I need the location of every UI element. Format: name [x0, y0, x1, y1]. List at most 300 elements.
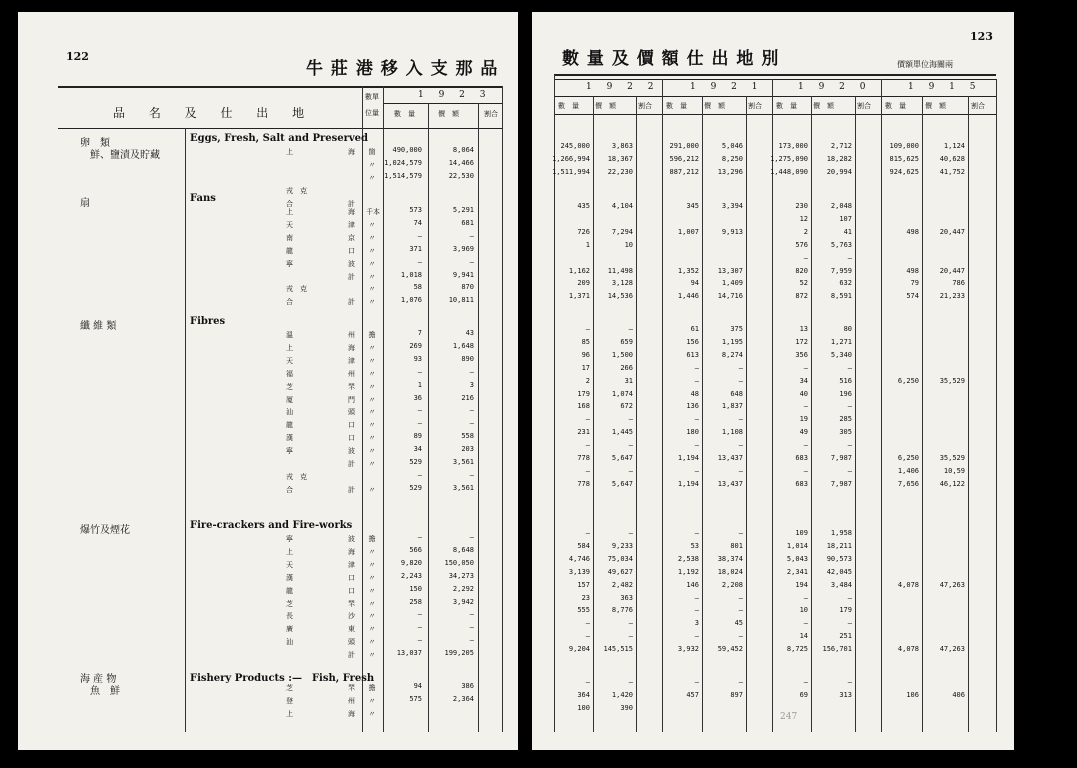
unit-label: 〃: [368, 434, 376, 443]
origin-suffix: 州: [348, 369, 355, 378]
category-label: 卵 類: [80, 138, 110, 149]
cell-quantity: —: [417, 636, 422, 645]
cell-value: 3,128: [611, 279, 633, 288]
origin-label: 南: [286, 233, 293, 242]
cell-value: 107: [839, 214, 852, 223]
sub-header-value-1: 價 額: [704, 102, 725, 110]
cell-quantity: —: [803, 363, 808, 372]
origin-suffix: 東: [348, 625, 355, 634]
cell-quantity: —: [417, 406, 422, 415]
unit-label: 〃: [368, 298, 376, 307]
cell-value: —: [847, 363, 852, 372]
cell-quantity: 106: [906, 690, 919, 699]
cell-value: 648: [730, 389, 743, 398]
cell-value: 179: [839, 606, 852, 615]
english-category: Fire-crackers and Fire-works: [190, 520, 353, 531]
cell-quantity: 576: [795, 240, 808, 249]
cell-value: 20,447: [939, 266, 965, 275]
year-header-1920: 1 9 2 0: [798, 82, 872, 92]
cell-quantity: 7: [417, 329, 422, 337]
cell-value: 18,367: [607, 154, 633, 163]
unit-label: 〃: [368, 625, 376, 634]
cell-value: 1,420: [611, 690, 633, 699]
cell-quantity: 52: [799, 279, 808, 288]
sub-header-value: 價 額: [438, 110, 459, 118]
cell-value: 35,529: [939, 376, 965, 385]
origin-suffix: 波: [348, 447, 355, 456]
cell-value: —: [469, 231, 474, 240]
cell-quantity: —: [585, 415, 590, 424]
unit-label: 〃: [368, 485, 376, 494]
cell-quantity: —: [694, 363, 699, 372]
origin-label: 上: [286, 208, 293, 216]
cell-value: 3,484: [830, 580, 852, 589]
cell-value: 35,529: [939, 454, 965, 462]
origin-suffix: 口: [348, 421, 355, 430]
cell-quantity: 5,043: [786, 554, 808, 563]
cell-quantity: 2: [803, 227, 808, 236]
cell-value: 2,482: [611, 580, 633, 589]
cell-value: 4,104: [611, 202, 633, 210]
category-label: 纖 維 類: [80, 321, 117, 332]
cell-value: 75,034: [607, 554, 633, 563]
cell-value: 13,296: [717, 167, 743, 176]
cell-quantity: —: [694, 441, 699, 450]
cell-value: 8,274: [721, 350, 743, 359]
page-number-right: 123: [970, 30, 993, 43]
origin-label: 寧: [286, 535, 293, 543]
cell-quantity: 179: [577, 389, 590, 398]
cell-value: 31: [624, 376, 633, 385]
page-title-right: 數 量 及 價 額 仕 出 地 別: [562, 49, 780, 69]
cell-value: 659: [620, 337, 633, 346]
cell-value: 375: [730, 325, 743, 333]
cell-quantity: 13,037: [396, 649, 422, 658]
cell-value: —: [469, 470, 474, 479]
year-header-1915: 1 9 1 5: [908, 82, 982, 92]
cell-quantity: 36: [413, 393, 422, 402]
cell-quantity: 12: [799, 214, 808, 223]
cell-quantity: 194: [795, 580, 808, 589]
cell-value: —: [738, 376, 743, 385]
cell-quantity: 150: [409, 584, 422, 593]
cell-value: 1,409: [721, 279, 743, 288]
cell-value: 22,530: [448, 171, 474, 180]
cell-quantity: 1,194: [677, 479, 699, 488]
cell-quantity: 136: [686, 402, 699, 411]
sub-header-ratio-2: 割合: [857, 102, 871, 110]
sub-header-value-2: 價 額: [813, 102, 834, 110]
sub-header-ratio-1: 割合: [748, 102, 762, 110]
right-page: [532, 12, 1014, 750]
english-category: Eggs, Fresh, Salt and Preserved: [190, 133, 369, 144]
cell-quantity: 1,448,090: [770, 167, 808, 176]
cell-quantity: 58: [413, 283, 422, 292]
cell-value: —: [738, 441, 743, 450]
cell-value: 2,208: [721, 580, 743, 589]
cell-value: 80: [843, 325, 852, 333]
cell-quantity: 566: [409, 545, 422, 554]
cell-value: 516: [839, 376, 852, 385]
cell-value: —: [738, 529, 743, 537]
cell-quantity: 3,139: [568, 567, 590, 576]
cell-quantity: —: [803, 619, 808, 628]
cell-value: —: [628, 529, 633, 537]
origin-label: 漢: [286, 573, 293, 582]
cell-quantity: 683: [795, 454, 808, 462]
cell-quantity: 574: [906, 292, 919, 301]
origin-suffix: 海: [348, 343, 355, 352]
cell-value: 8,591: [830, 292, 852, 301]
origin-suffix: 海: [348, 148, 355, 156]
cell-value: 897: [730, 690, 743, 699]
cell-quantity: 34: [413, 445, 422, 454]
cell-value: —: [628, 441, 633, 450]
cell-value: 7,294: [611, 227, 633, 236]
origin-suffix: 津: [348, 356, 355, 365]
cell-value: 9,913: [721, 227, 743, 236]
cell-quantity: 34: [799, 376, 808, 385]
cell-value: 9,941: [452, 270, 474, 279]
cell-quantity: 3: [694, 619, 699, 628]
cell-value: 313: [839, 690, 852, 699]
cell-quantity: —: [585, 678, 590, 686]
cell-quantity: 9,204: [568, 645, 590, 654]
cell-value: 8,648: [452, 545, 474, 554]
origin-label: 芝: [286, 599, 293, 608]
cell-quantity: 7,656: [897, 479, 919, 488]
cell-value: 2,364: [452, 694, 474, 703]
cell-value: 1,837: [721, 402, 743, 411]
cell-value: 10: [624, 240, 633, 249]
unit-column-header-top: 數單: [365, 93, 379, 101]
cell-quantity: —: [803, 441, 808, 450]
cell-quantity: —: [585, 441, 590, 450]
cell-quantity: 872: [795, 292, 808, 301]
unit-label: 〃: [368, 460, 376, 468]
cell-value: 681: [461, 218, 474, 227]
cell-value: —: [628, 466, 633, 475]
origin-suffix: 海: [348, 709, 355, 718]
cell-quantity: —: [417, 533, 422, 541]
cell-value: —: [469, 533, 474, 541]
cell-quantity: 19: [799, 415, 808, 424]
origin-label: 天: [286, 220, 293, 229]
cell-value: 3,561: [452, 458, 474, 466]
cell-value: 14,536: [607, 292, 633, 301]
unit-label: 〃: [368, 421, 376, 430]
cell-quantity: 172: [795, 337, 808, 346]
cell-quantity: —: [694, 376, 699, 385]
cell-quantity: 2,538: [677, 554, 699, 563]
cell-value: —: [847, 678, 852, 686]
cell-quantity: —: [417, 367, 422, 376]
cell-quantity: —: [803, 593, 808, 602]
cell-quantity: 53: [690, 541, 699, 550]
cell-quantity: 85: [581, 337, 590, 346]
cell-quantity: —: [417, 623, 422, 632]
category-label: 海 産 物: [80, 674, 117, 685]
origin-label: 上: [286, 547, 293, 556]
cell-value: 1,195: [721, 337, 743, 346]
cell-value: —: [738, 363, 743, 372]
cell-value: —: [847, 593, 852, 602]
cell-quantity: 230: [795, 202, 808, 210]
category-label: 鮮、鹽漬及貯藏: [90, 150, 160, 161]
cell-quantity: 529: [409, 483, 422, 492]
cell-quantity: 1,371: [568, 292, 590, 301]
origin-label: 上: [286, 709, 293, 718]
cell-quantity: 61: [690, 325, 699, 333]
cell-value: 18,211: [826, 541, 852, 550]
cell-value: —: [469, 419, 474, 428]
cell-value: 386: [461, 682, 474, 690]
cell-quantity: 1,352: [677, 266, 699, 275]
cell-value: 156,701: [822, 645, 852, 654]
cell-quantity: 2,243: [400, 571, 422, 580]
origin-suffix: 津: [348, 560, 355, 569]
cell-value: 3,969: [452, 244, 474, 253]
cell-value: —: [738, 415, 743, 424]
cell-value: —: [738, 606, 743, 615]
cell-quantity: 345: [686, 202, 699, 210]
cell-value: —: [469, 636, 474, 645]
cell-value: 40,628: [939, 154, 965, 163]
cell-value: 49,627: [607, 567, 633, 576]
cell-quantity: —: [803, 466, 808, 475]
cell-value: 2,292: [452, 584, 474, 593]
cell-quantity: 498: [906, 227, 919, 236]
cell-value: —: [738, 632, 743, 641]
cell-quantity: 1,406: [897, 466, 919, 475]
cell-quantity: —: [803, 253, 808, 262]
cell-value: 196: [839, 389, 852, 398]
unit-label: 〃: [368, 285, 376, 294]
cell-value: 1,074: [611, 389, 633, 398]
page-number-left: 122: [66, 50, 89, 63]
origin-label: 溫: [286, 331, 293, 339]
cell-value: —: [738, 678, 743, 686]
cell-value: 203: [461, 445, 474, 454]
cell-quantity: 49: [799, 428, 808, 437]
sub-header-quantity-3: 數 量: [885, 102, 906, 110]
origin-suffix: 口: [348, 586, 355, 595]
cell-value: 41,752: [939, 167, 965, 176]
origin-suffix: 口: [348, 573, 355, 582]
cell-quantity: 2,341: [786, 567, 808, 576]
cell-value: 7,959: [830, 266, 852, 275]
cell-value: 11,498: [607, 266, 633, 275]
cell-quantity: 79: [910, 279, 919, 288]
cell-value: 59,452: [717, 645, 743, 654]
cell-quantity: 4,078: [897, 580, 919, 589]
cell-value: 199,205: [444, 649, 474, 658]
cell-quantity: 100: [577, 703, 590, 712]
sub-header-quantity: 數 量: [394, 110, 415, 118]
cell-quantity: 6,250: [897, 376, 919, 385]
cell-value: 1,445: [611, 428, 633, 437]
cell-value: 216: [461, 393, 474, 402]
origin-label: 厦: [286, 395, 293, 404]
origin-label: 龍: [286, 246, 293, 255]
cell-quantity: 683: [795, 479, 808, 488]
cell-quantity: 4,078: [897, 645, 919, 654]
cell-quantity: 573: [409, 206, 422, 214]
cell-value: 14,466: [448, 158, 474, 167]
origin-suffix: 計: [348, 460, 355, 468]
cell-value: 13,437: [717, 479, 743, 488]
english-category: Fans: [190, 193, 216, 204]
cell-quantity: 10: [799, 606, 808, 615]
unit-label: 〃: [368, 709, 376, 718]
year-header-1922: 1 9 2 2: [586, 82, 660, 92]
unit-label: 擔: [368, 535, 376, 543]
cell-quantity: 269: [409, 341, 422, 350]
cell-quantity: 1,076: [400, 296, 422, 305]
cell-value: 47,263: [939, 645, 965, 654]
cell-quantity: 180: [686, 428, 699, 437]
cell-quantity: 490,000: [392, 146, 422, 154]
cell-value: 47,263: [939, 580, 965, 589]
cell-quantity: 209: [577, 279, 590, 288]
origin-label: 芝: [286, 382, 293, 391]
origin-label: 上: [286, 343, 293, 352]
cell-quantity: —: [417, 419, 422, 428]
cell-value: 18,024: [717, 567, 743, 576]
cell-value: 5,046: [721, 142, 743, 150]
cell-quantity: 109: [795, 529, 808, 537]
sub-header-quantity-1: 數 量: [666, 102, 687, 110]
sub-header-value-0: 價 額: [595, 102, 616, 110]
cell-value: 1,124: [943, 142, 965, 150]
cell-quantity: 820: [795, 266, 808, 275]
cell-value: 45: [734, 619, 743, 628]
cell-quantity: 555: [577, 606, 590, 615]
cell-value: 10,59: [943, 466, 965, 475]
cell-quantity: —: [585, 466, 590, 475]
origin-suffix: 津: [348, 220, 355, 229]
cell-value: —: [847, 402, 852, 411]
origin-suffix: 計: [348, 485, 355, 494]
cell-value: —: [847, 466, 852, 475]
cell-value: 22,230: [607, 167, 633, 176]
cell-value: 145,515: [603, 645, 633, 654]
cell-quantity: 258: [409, 597, 422, 606]
unit-label: 〃: [368, 408, 376, 417]
origin-label: 長: [286, 612, 293, 621]
unit-label: 〃: [368, 356, 376, 365]
cell-quantity: —: [694, 606, 699, 615]
cell-quantity: 815,625: [889, 154, 919, 163]
cell-quantity: 89: [413, 432, 422, 441]
cell-quantity: —: [417, 470, 422, 479]
cell-quantity: 1,018: [400, 270, 422, 279]
cell-value: 18,282: [826, 154, 852, 163]
cell-value: —: [738, 466, 743, 475]
cell-value: 43: [465, 329, 474, 337]
cell-quantity: 96: [581, 350, 590, 359]
cell-quantity: 74: [413, 218, 422, 227]
origin-suffix: 門: [348, 395, 355, 404]
cell-quantity: —: [694, 678, 699, 686]
cell-value: 13,307: [717, 266, 743, 275]
origin-suffix: 頭: [348, 408, 355, 417]
cell-value: 305: [839, 428, 852, 437]
unit-label: 〃: [368, 233, 376, 242]
category-label: 扇: [80, 198, 90, 209]
cell-quantity: 13: [799, 325, 808, 333]
cell-value: 7,987: [830, 479, 852, 488]
cell-value: 9,233: [611, 541, 633, 550]
unit-label: 箇: [368, 148, 376, 156]
cell-quantity: 596,212: [669, 154, 699, 163]
origin-label: 汕: [286, 408, 293, 417]
cell-quantity: 364: [577, 690, 590, 699]
origin-label: 戎 克: [286, 285, 307, 294]
origin-label: 廣: [286, 625, 293, 634]
unit-column-header-bottom: 位量: [365, 109, 379, 117]
footer-mark: 247: [780, 712, 798, 722]
cell-quantity: 356: [795, 350, 808, 359]
cell-quantity: 924,625: [889, 167, 919, 176]
origin-suffix: 頭: [348, 638, 355, 647]
cell-quantity: 529: [409, 458, 422, 466]
unit-label: 〃: [368, 547, 376, 556]
origin-label: 登: [286, 696, 293, 705]
cell-quantity: 14: [799, 632, 808, 641]
cell-quantity: 435: [577, 202, 590, 210]
cell-quantity: —: [694, 415, 699, 424]
cell-value: 34,273: [448, 571, 474, 580]
cell-quantity: 1,162: [568, 266, 590, 275]
cell-quantity: —: [417, 257, 422, 266]
origin-label: 漢: [286, 434, 293, 443]
unit-label: 〃: [368, 160, 376, 169]
origin-suffix: 罘: [348, 599, 355, 608]
cell-quantity: 1,275,090: [770, 154, 808, 163]
cell-quantity: —: [585, 529, 590, 537]
cell-quantity: 231: [577, 428, 590, 437]
cell-quantity: 109,000: [889, 142, 919, 150]
origin-suffix: 波: [348, 259, 355, 268]
cell-value: —: [628, 325, 633, 333]
cell-quantity: 887,212: [669, 167, 699, 176]
cell-quantity: 146: [686, 580, 699, 589]
cell-value: 20,447: [939, 227, 965, 236]
cell-value: 870: [461, 283, 474, 292]
cell-value: —: [628, 632, 633, 641]
cell-value: —: [628, 678, 633, 686]
cell-quantity: 291,000: [669, 142, 699, 150]
cell-value: 1,648: [452, 341, 474, 350]
origin-label: 合: [286, 485, 293, 494]
cell-value: 14,716: [717, 292, 743, 301]
cell-quantity: 9,820: [400, 558, 422, 567]
origin-suffix: 罘: [348, 684, 355, 692]
cell-quantity: 726: [577, 227, 590, 236]
cell-value: 20,994: [826, 167, 852, 176]
cell-quantity: —: [417, 231, 422, 240]
unit-label: 〃: [368, 573, 376, 582]
unit-label: 〃: [368, 586, 376, 595]
cell-value: 1,500: [611, 350, 633, 359]
cell-quantity: 584: [577, 541, 590, 550]
cell-value: —: [628, 415, 633, 424]
cell-quantity: —: [585, 632, 590, 641]
unit-label: 〃: [368, 612, 376, 621]
unit-label: 〃: [368, 651, 376, 660]
cell-value: 5,647: [611, 479, 633, 488]
